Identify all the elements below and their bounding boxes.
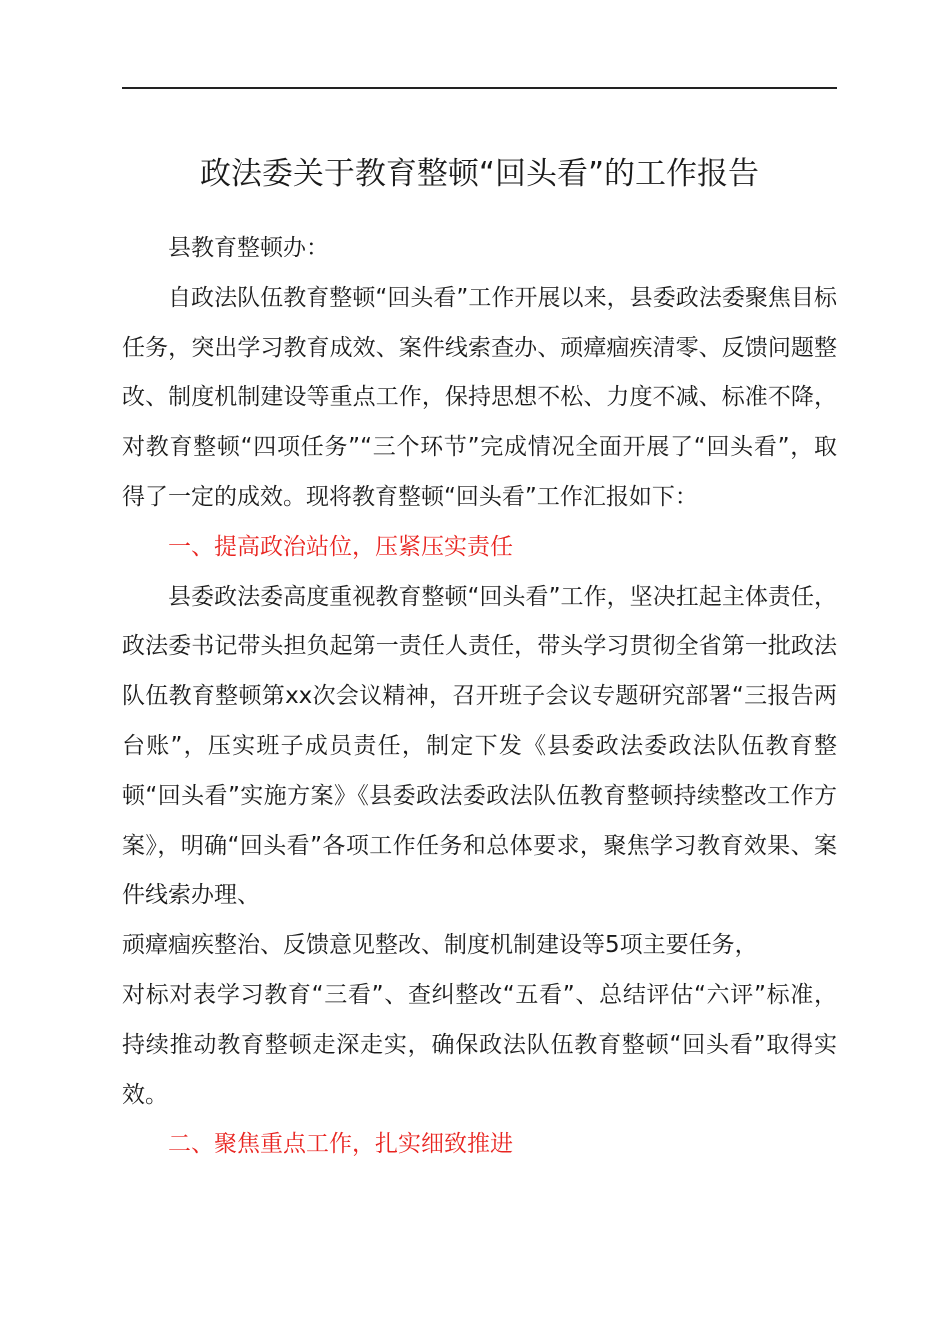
section-1-paragraph-b: 顽瘴痼疾整治、反馈意见整改、制度机制建设等5项主要任务， [122, 932, 758, 959]
intro-paragraph: 自政法队伍教育整顿“回头看”工作开展以来，县委政法委聚焦目标任务，突出学习教育成效、案件线索查办、顽瘴痼疾清零、反馈问题整改、制度机制建设等重点工作，保持思想不松、力度不减、标准不降，对教育整顿“四项任务”“三个环节”完成情况全面开展了“回头看”，取得了一定的成效。现将教育整顿“回头看”工作汇报如下： [122, 284, 837, 510]
section-1-paragraph-a: 县委政法委高度重视教育整顿“回头看”工作，坚决扛起主体责任，政法委书记带头担负起第一责任人责任，带头学习贯彻全省第一批政法队伍教育整顿第xx次会议精神，召开班子会议专题研究部署“三报告两台账”，压实班子成员责任，制定下发《县委政法委政法队伍教育整顿“回头看”实施方案》《县委政法委政法队伍教育整顿持续整改工作方案》，明确“回头看”各项工作任务和总体要求，聚焦学习教育效果、案件线索办理、 [122, 583, 837, 909]
header-rule [122, 87, 837, 89]
document-title: 政法委关于教育整顿“回头看”的工作报告 [199, 156, 760, 192]
document-body [122, 224, 837, 1170]
section-2-heading: 二、聚焦重点工作，扎实细致推进 [168, 1131, 513, 1158]
section-1-heading: 一、提高政治站位，压紧压实责任 [168, 533, 513, 560]
salutation: 县教育整顿办： [168, 235, 329, 261]
section-1-paragraph-c: 对标对表学习教育“三看”、查纠整改“五看”、总结评估“六评”标准，持续推动教育整顿走深走实，确保政法队伍教育整顿“回头看”取得实效。 [122, 981, 837, 1108]
